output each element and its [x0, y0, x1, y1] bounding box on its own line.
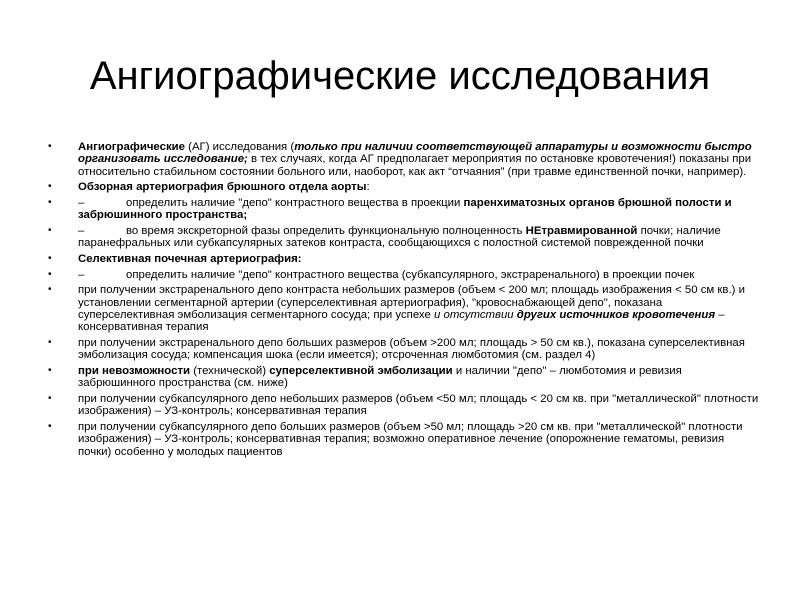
bullet-item	[48, 393, 760, 418]
bullet-icon: •	[48, 365, 52, 376]
text-span: во время экскреторной фазы определить функциональную полноценность	[126, 225, 526, 237]
bullet-text	[78, 365, 760, 390]
italic-text: и отсутствии	[434, 309, 517, 321]
text-span: при получении субкапсулярного депо больших размеров (объем >50 мл; площадь >20 см кв. при "металлической" плотности изображения) – УЗ-контроль; консервативная терапия; возможно оперативное лечение (опорожнение гематомы, ревизия почки) особенно у молодых пациентов	[78, 421, 743, 458]
text-span: почки; наличие паранефральных или субкапсулярных затеков контраста, сообщающихся с полостной системой поврежденной почки	[78, 225, 721, 250]
bullet-text	[78, 337, 760, 362]
bullet-item	[48, 337, 760, 362]
text-span: при получении экстраренального депо контраста небольших размеров (объем < 200 мл; площадь изображения < 50 см кв.) и установлении сегментарной артерии (суперселективная артериография), "кровоснабжающей депо", показана суперселективная эмболизация сегментарного сосуда; при успехе	[78, 284, 745, 321]
bold-text: Селективная почечная артериография:	[78, 253, 302, 265]
bullet-text	[78, 284, 760, 334]
text-span: – консервативная терапия	[78, 309, 725, 334]
bullet-icon: •	[48, 337, 52, 348]
bullet-text	[78, 197, 760, 222]
bullet-icon: •	[48, 268, 52, 280]
bold-text: Обзорная артериография брюшного отдела аорты	[78, 181, 367, 194]
bold-text: суперселективной эмболизации	[269, 365, 453, 377]
text-span: при получении экстраренального депо больших размеров (объем >200 мл; площадь > 50 см кв.), показана суперселективная эмболизация сосуда; компенсация шока (если имеется); отсроченная люмботомия (см. раздел 4)	[78, 337, 745, 362]
bold-text: Ангиографические	[78, 141, 185, 153]
bullet-text	[78, 269, 760, 281]
bold-text: при невозможности	[78, 365, 191, 377]
text-span: (АГ) исследования (	[185, 141, 295, 153]
bullet-list	[48, 141, 760, 461]
bullet-item	[48, 225, 760, 250]
text-span: (технической)	[190, 365, 270, 377]
bold-text: паренхиматозных органов брюшной полости и забрюшинного пространства;	[78, 197, 732, 222]
bullet-text	[78, 393, 760, 418]
bullet-icon: •	[48, 197, 52, 208]
bullet-text	[78, 225, 760, 250]
bold-italic-text: только при наличии соответствующей аппаратуры и возможности быстро организовать исследование;	[78, 141, 752, 166]
bullet-icon: •	[48, 181, 52, 193]
text-span: :	[366, 181, 370, 194]
bullet-icon: •	[48, 253, 52, 264]
bold-text: НЕтравмированной	[525, 225, 638, 237]
dash-icon: –	[78, 197, 85, 209]
dash-icon: –	[78, 268, 85, 281]
text-span: и наличии "депо" – люмботомия и ревизия забрюшинного пространства (см. ниже)	[78, 365, 682, 390]
bullet-item	[48, 197, 760, 222]
dash-icon: –	[78, 225, 85, 237]
slide-title: Ангиографические исследования	[89, 54, 711, 98]
bullet-icon: •	[48, 393, 52, 404]
bold-italic-text: других источников кровотечения	[516, 309, 716, 321]
bullet-text	[78, 181, 760, 193]
bullet-text	[78, 421, 760, 458]
bullet-icon: •	[48, 421, 52, 432]
text-span: определить наличие "депо" контрастного вещества (субкапсулярного, экстраренального) в проекции почек	[126, 268, 695, 281]
bullet-item	[48, 253, 760, 265]
bullet-text	[78, 253, 760, 265]
bullet-text	[78, 141, 760, 178]
bullet-item	[48, 421, 760, 458]
bullet-icon: •	[48, 225, 52, 236]
text-span: при получении субкапсулярного депо небольших размеров (объем <50 мл; площадь < 20 см кв. при "металлической" плотности изображения) – УЗ-контроль; консервативная терапия	[78, 393, 759, 418]
bullet-item	[48, 365, 760, 390]
text-span: в тех случаях, когда АГ предполагает мероприятия по остановке кровотечения!) показаны при относительно стабильном состоянии больного или, наоборот, как акт “отчаяния” (при травме единственной почки, например).	[78, 153, 752, 178]
bullet-item	[48, 269, 760, 281]
bullet-item	[48, 284, 760, 334]
bullet-icon: •	[48, 141, 52, 152]
bullet-icon: •	[48, 284, 52, 296]
bullet-item	[48, 181, 760, 193]
text-span: определить наличие "депо" контрастного вещества в проекции	[126, 197, 464, 209]
bullet-item	[48, 141, 760, 178]
